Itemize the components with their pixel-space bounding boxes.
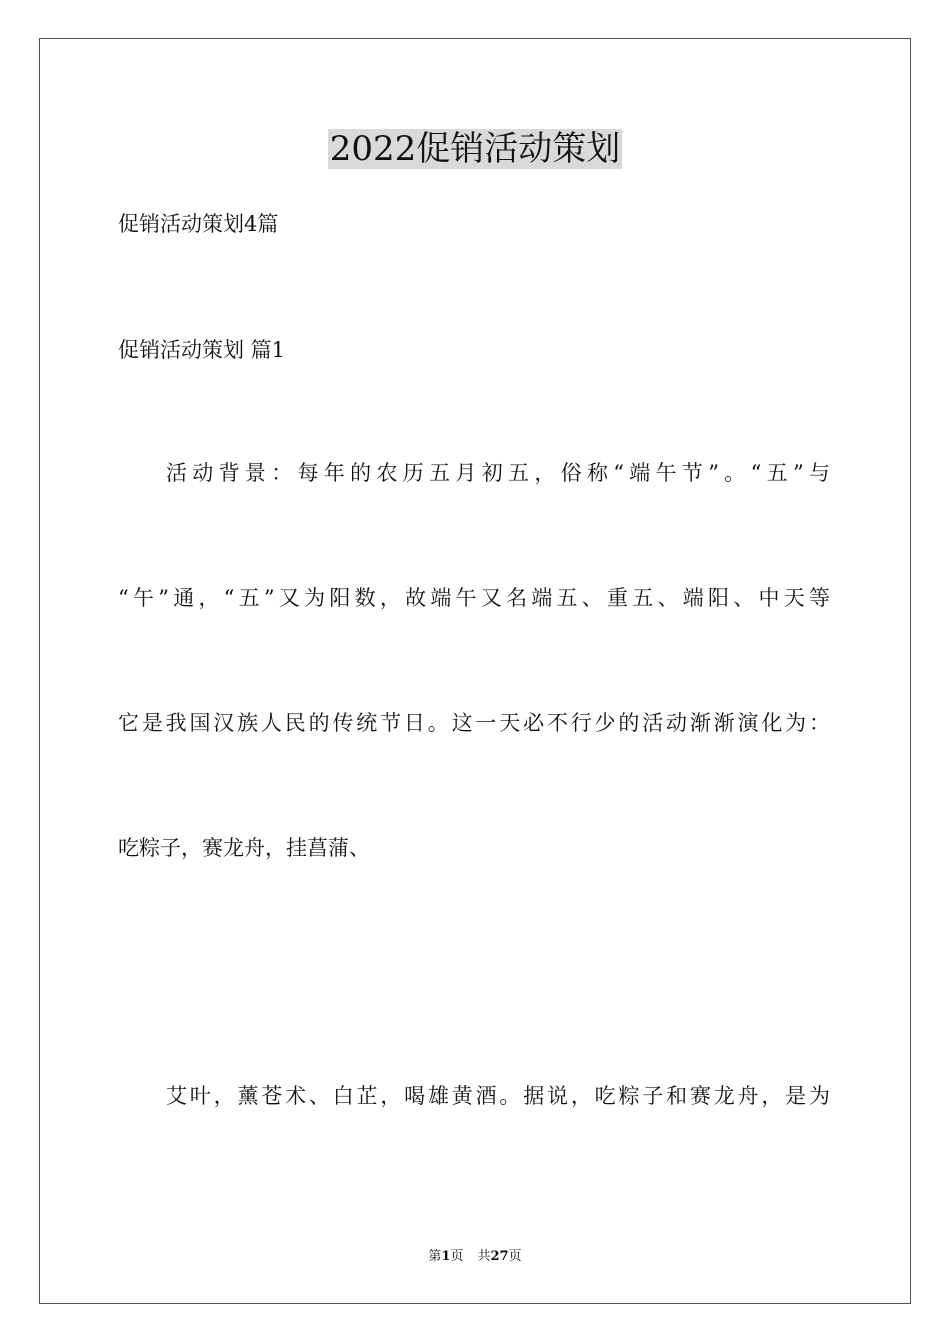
- paragraph-line: 吃粽子，赛龙舟，挂菖蒲、: [118, 836, 370, 860]
- footer-total-suffix: 页: [508, 1249, 522, 1264]
- paragraph-line: 艾叶，薰苍术、白芷，喝雄黄酒。据说，吃粽子和赛龙舟，是为: [166, 1084, 830, 1108]
- footer-total-pages: 27: [490, 1249, 509, 1264]
- paragraph-line: 它是我国汉族人民的传统节日。这一天必不行少的活动渐渐演化为：: [118, 711, 830, 735]
- document-title: [0, 128, 950, 170]
- footer-page-suffix: 页: [450, 1249, 464, 1264]
- paragraph-line: 活动背景：每年的农历五月初五，俗称“端午节”。“五”与: [166, 461, 830, 485]
- section-heading: 促销活动策划 篇1: [118, 338, 286, 362]
- paragraph-line: “午”通，“五”又为阳数，故端午又名端五、重五、端阳、中天等: [118, 586, 830, 610]
- document-subtitle: 促销活动策划4篇: [118, 212, 279, 236]
- document-title-text: 2022促销活动策划: [329, 129, 621, 169]
- footer-total-prefix: 共: [477, 1249, 491, 1264]
- footer-page-prefix: 第: [428, 1249, 442, 1264]
- page-footer: [0, 1248, 950, 1266]
- footer-page-number: 1: [441, 1249, 451, 1264]
